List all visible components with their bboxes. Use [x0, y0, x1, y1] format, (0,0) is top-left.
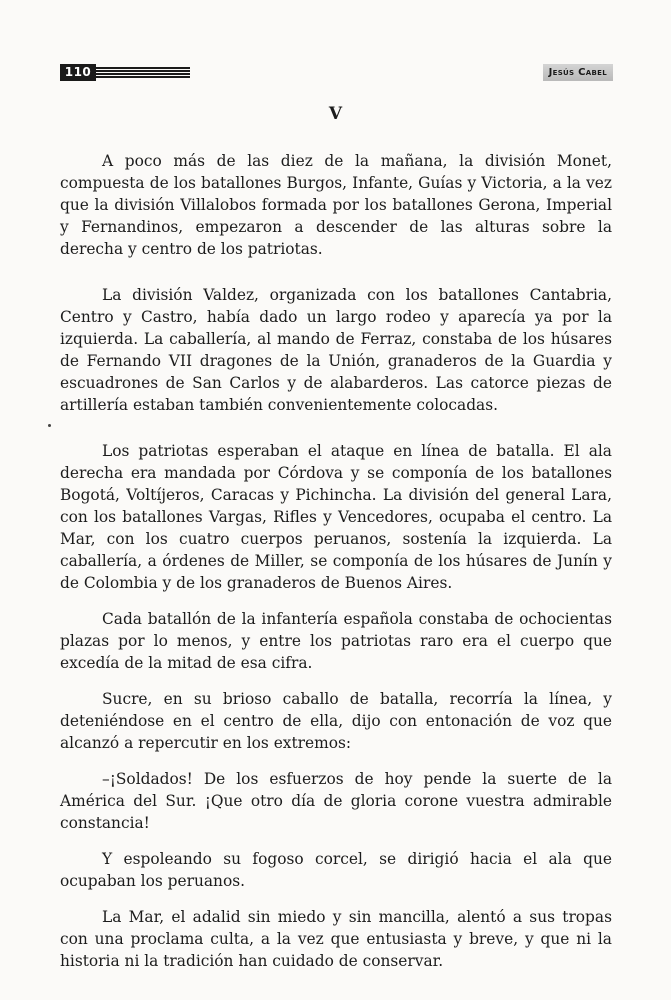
stray-ink-mark: [48, 424, 51, 427]
paragraph: Cada batallón de la infantería española constaba de ochocientas plazas por lo menos, y entre los patriotas raro era el cuerpo que excedía de la mitad de esa cifra.: [60, 610, 612, 672]
paragraph: Y espoleando su fogoso corcel, se dirigió hacia el ala que ocupaban los peruanos.: [60, 850, 612, 890]
paragraph: Los patriotas esperaban el ataque en línea de batalla. El ala derecha era mandada por Córdova y se componía de los batallones Bogotá, Voltíjeros, Caracas y Pichincha. La división del general Lara, con los batallones Vargas, Rifles y Vencedores, ocupaba el centro. La Mar, con los cuatro cuerpos peruanos, sostenía la izquierda. La caballería, a órdenes de Miller, se componía de los húsares de Junín y de Colombia y de los granaderos de Buenos Aires.: [60, 442, 612, 592]
paragraph: La división Valdez, organizada con los batallones Cantabria, Centro y Castro, había dado un largo rodeo y aparecía ya por la izquierda. La caballería, al mando de Ferraz, constaba de los húsares de Fernando VII dragones de la Unión, granaderos de la Guardia y escuadrones de San Carlos y de alabarderos. Las catorce piezas de artillería estaban también convenientemente colocadas.: [60, 286, 612, 414]
paragraph: –¡Soldados! De los esfuerzos de hoy pende la suerte de la América del Sur. ¡Que otro día de gloria corone vuestra admirable constancia!: [60, 770, 612, 832]
header-rule: [96, 67, 190, 78]
body-text: [60, 150, 612, 986]
running-head: Jesús Cabel: [543, 64, 613, 81]
paragraph: Sucre, en su brioso caballo de batalla, recorría la línea, y deteniéndose en el centro de ella, dijo con entonación de voz que alcanzó a repercutir en los extremos:: [60, 690, 612, 752]
paragraph: A poco más de las diez de la mañana, la división Monet, compuesta de los batallones Burgos, Infante, Guías y Victoria, a la vez que la división Villalobos formada por los batallones Gerona, Imperial y Fernandinos, empezaron a descender de las alturas sobre la derecha y centro de los patriotas.: [60, 152, 612, 258]
page-number: 110: [60, 64, 96, 81]
paragraph: La Mar, el adalid sin miedo y sin mancilla, alentó a sus tropas con una proclama culta, a la vez que entusiasta y breve, y que ni la historia ni la tradición han cuidado de conservar.: [60, 908, 612, 970]
chapter-heading: V: [328, 104, 343, 124]
